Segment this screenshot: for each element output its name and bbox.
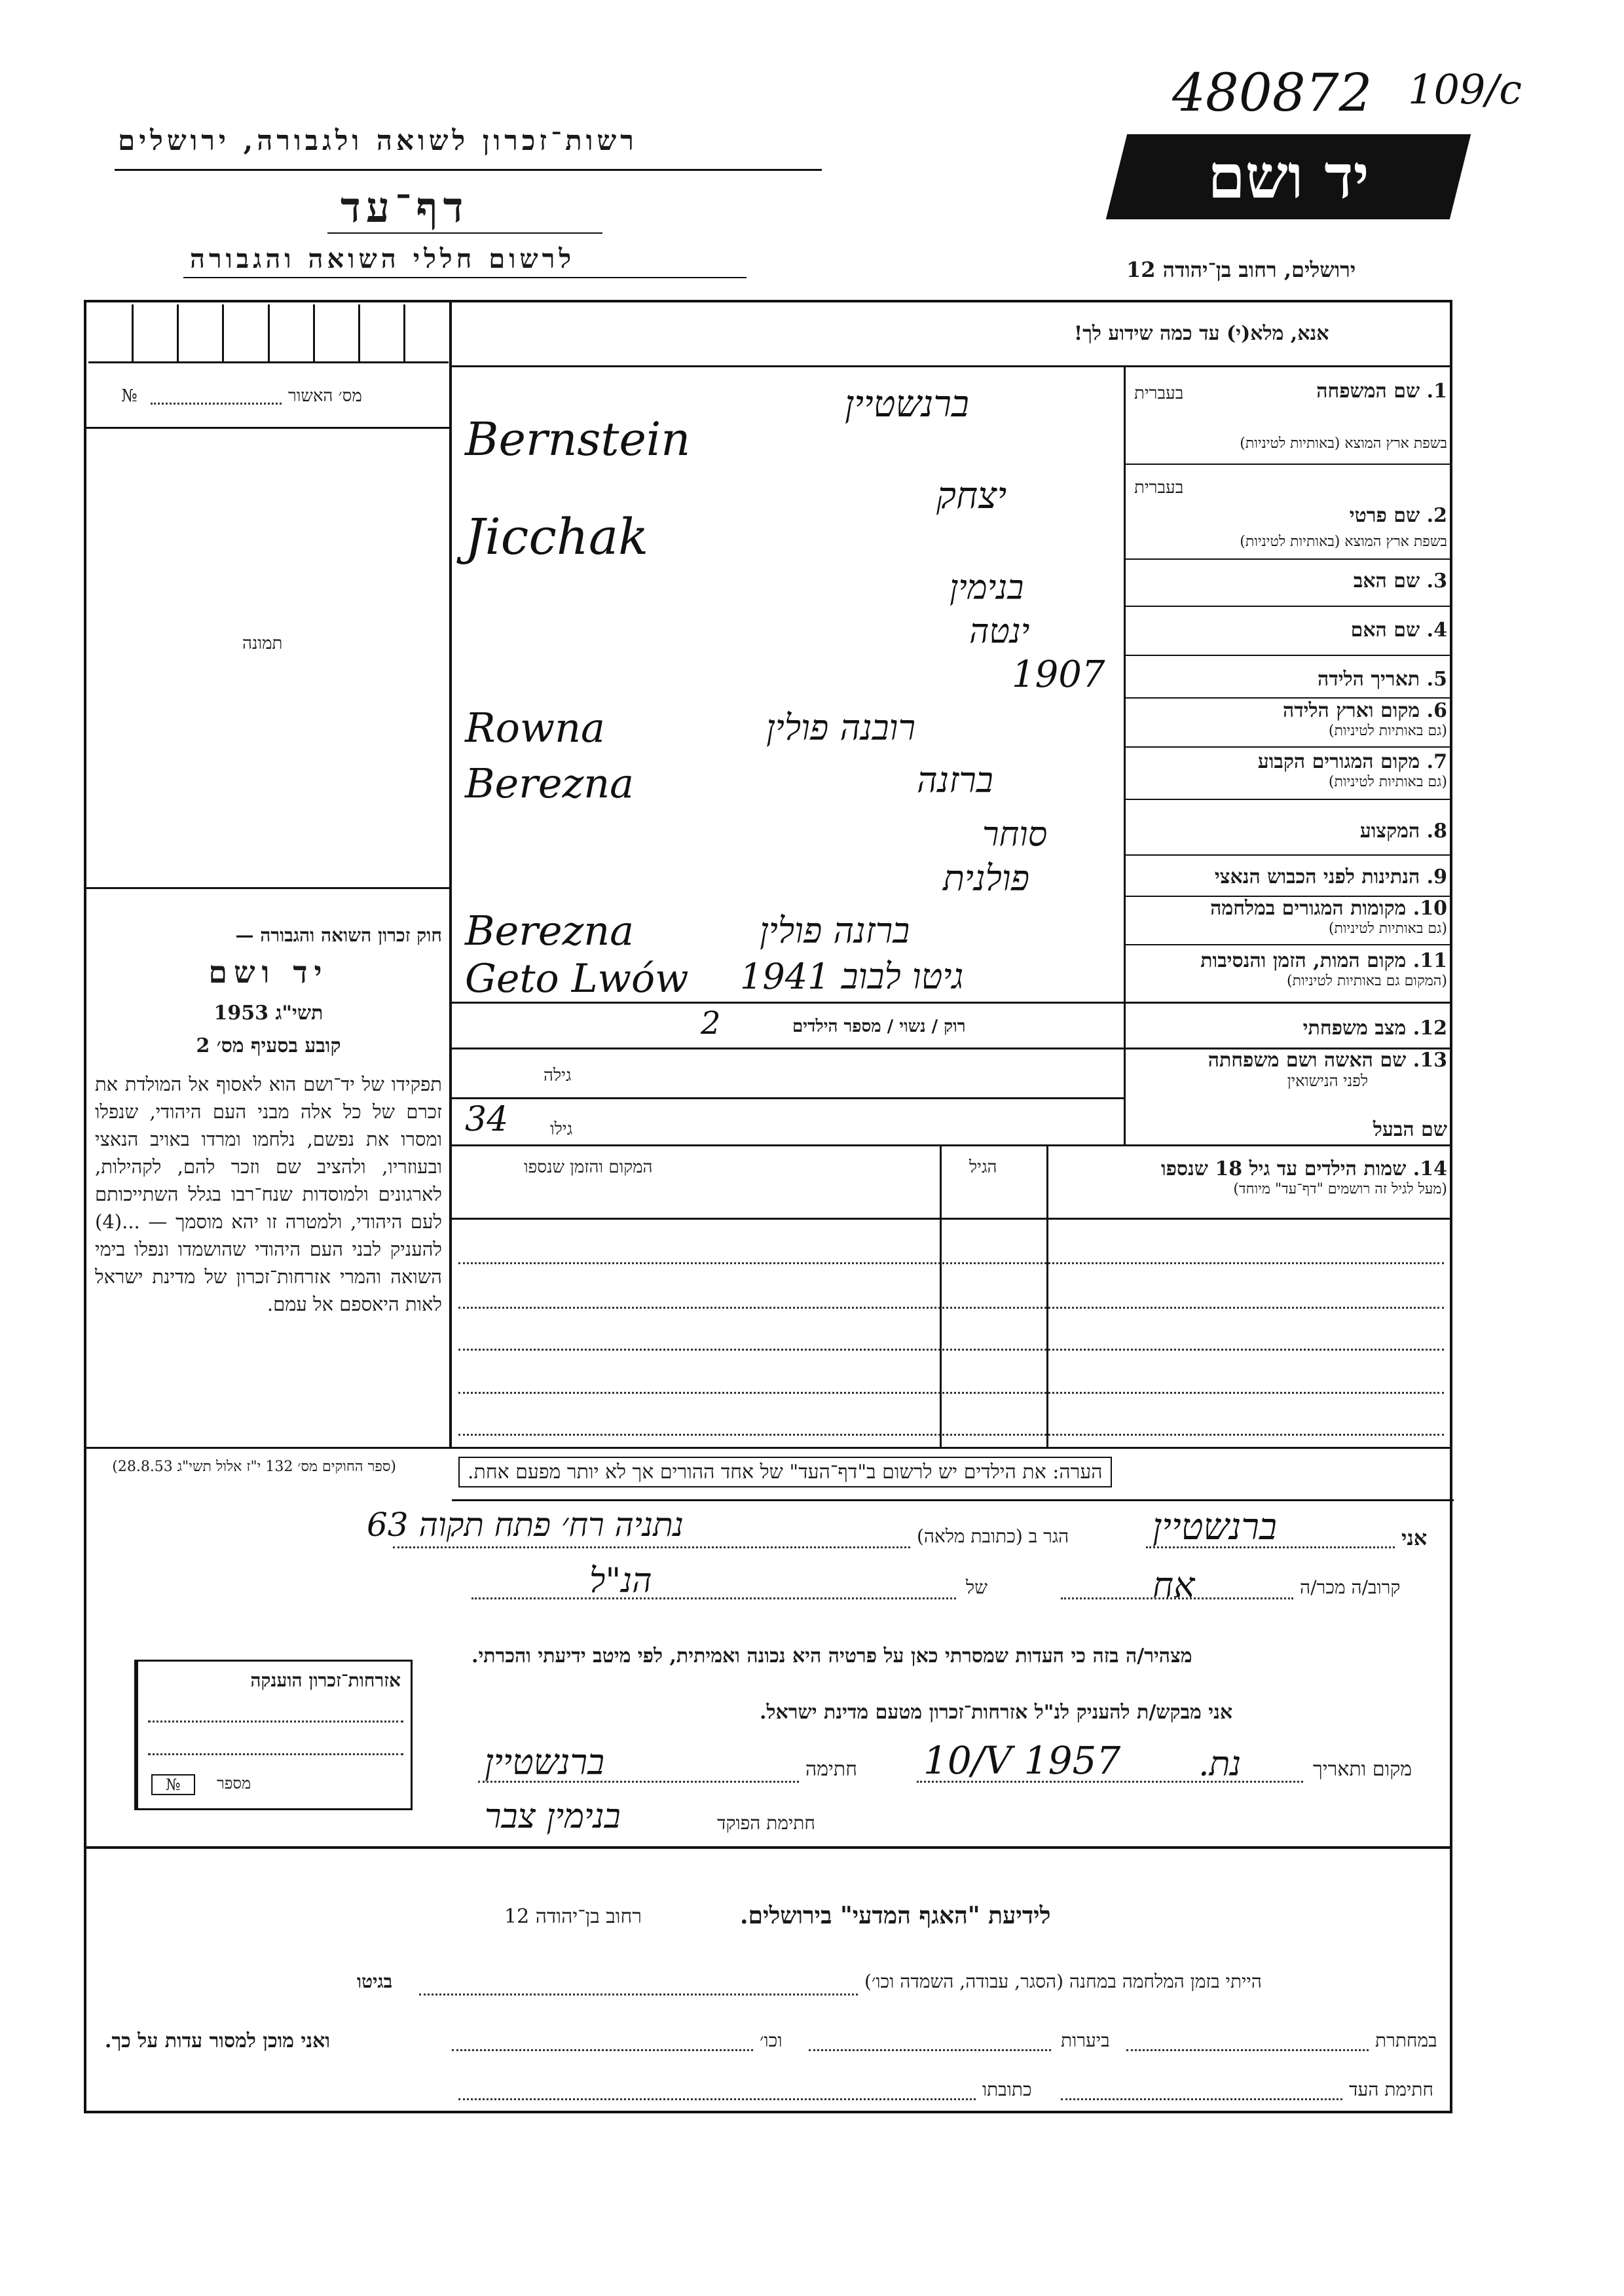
first-name-he-value: יצחק [936,475,1007,517]
citizenship-box: אזרחות־זכרון הוענקה מספר № [134,1660,413,1810]
officer-signature-label: חתימת הפוקד [717,1812,815,1834]
birth-place-he-value: רובנה פולין [766,707,916,748]
first-name-latin-value: Jicchak [465,507,649,566]
info-address: רחוב בן־יהודה 12 [504,1905,642,1928]
address: ירושלים, רחוב בן־יהודה 12 [1126,257,1356,282]
children-count-value: 2 [701,1005,721,1042]
law-year: תשי"ג 1953 [213,1002,323,1025]
field-husband-name: שם הבעל [1373,1118,1447,1141]
wartime-residence-he-value: ברזנה פולין [760,910,910,951]
officer-signature-value: בנימין צבר [485,1797,621,1836]
field-first-name: 2. שם פרטי בעברית בשפת ארץ המוצא (באותיות לטיניות) [1134,478,1447,550]
of-value: הנ"ל [589,1561,652,1601]
office-use-boxes [88,304,449,363]
info-witness-signature: חתימת העד [1349,2079,1433,2100]
org-line: רשות־זכרון לשואה ולגבורה, ירושלים [118,124,638,156]
witness-address-value: נתניה רח׳ פתח תקוה 63 [367,1506,684,1544]
law-title: חוק זכרון השואה והגבורה — [235,924,442,946]
field-profession: 8. המקצוע [1359,820,1447,843]
place-date-label: מקום ותאריך [1313,1758,1412,1781]
field-permanent-residence: 7. מקום המגורים הקבוע (גם באותיות לטיניות) [1257,750,1447,790]
birth-place-latin-value: Rowna [465,704,605,752]
field-wartime-residence: 10. מקומות המגורים במלחמה (גם באותיות לטיניות) [1210,897,1447,937]
info-line1-camp: הייתי בזמן המלחמה במחנה (הסגר, עבודה, השמדה וכו׳) [864,1971,1262,1992]
family-name-latin-value: Bernstein [465,412,691,466]
children-note: הערה: את הילדים יש לרשום ב"דף־העד" של אחד ההורים אך לא יותר מפעם אחת. [458,1457,1112,1487]
citizenship-request: אני מבקש/ת להעניק לנ"ל אזרחות־זכרון מטעם מדינת ישראל. [760,1701,1233,1724]
birth-date-value: 1907 [1012,653,1105,696]
wife-age-label: גילה [544,1066,572,1085]
law-source: (ספר החוקים מס׳ 132 י"ז אלול תשי"ג 28.8.53) [112,1459,396,1475]
photo-label: תמונה [242,634,283,653]
law-name: יד ושם [208,955,329,990]
profession-value: סוחר [982,815,1048,854]
field-family-name: 1. שם המשפחה בעברית בשפת ארץ המוצא (באותיות לטיניות) [1134,380,1447,452]
death-place-latin-value: Geto Lwów [465,956,689,1002]
death-place-he-value: גיטו לבוב 1941 [740,956,964,997]
approval-number-label: מס׳ האשור [288,386,362,406]
info-line2-forests: ביערות [1061,2030,1110,2051]
declaration-ani: אני [1401,1525,1428,1550]
marital-status-options: רוק / נשוי / מספר הילדים [792,1017,966,1036]
husband-age-label: גילו [550,1120,573,1139]
father-name-value: בנימין [950,568,1024,608]
children-header: 14. שמות הילדים עד גיל 18 שנספו (מעל לגיל זה רושמים "דף־עד" מיוחד) [1160,1157,1447,1197]
approval-number-sign: № [121,386,138,406]
yad-vashem-logo: יד ושם [1106,134,1471,219]
place-value: נת. [1198,1745,1242,1784]
info-line2-underground: במחתרת [1375,2030,1437,2051]
field-wife-name: 13. שם האשה ושם משפחתה לפני הנישואין [1208,1049,1447,1090]
handwritten-ref-number: 480872 [1172,62,1373,123]
field-father-name: 3. שם האב [1353,570,1447,592]
field-death-place: 11. מקום המות, הזמן והנסיבות (המקום גם באותיות לטיניות) [1200,949,1447,989]
document-subtitle: לרשום חללי השואה והגבורה [190,244,576,274]
relative-label: קרוב/ה מכר/ה [1300,1576,1401,1598]
wartime-residence-latin-value: Berezna [465,907,635,955]
signature-value: ברנשטיין [485,1741,605,1783]
info-line2-testimony: ואני מוכן למסור עדות על כך. [105,2030,331,2052]
children-age-col: הגיל [969,1157,997,1177]
signature-label: חתימה [805,1758,857,1781]
mother-name-value: ינטה [969,612,1030,651]
relation-value: אח [1153,1565,1195,1606]
residence-he-value: ברזנה [917,759,993,801]
law-text: תפקידו של יד־ושם הוא לאסוף אל המולדת את זכרם של כל אלה מבני העם היהודי, שנפלו ומסרו את נפשם, נלחמו ומרדו באויב הנאצי ובעוזריו, ולהציב שם וזכר להם, לקהילות, לארגונים ולמוסדות שנח־רבו בגלל השתייכותם לעם היהודי, ולמטרה זו יהא מוסמך — ...(4) להעניק לבני העם היהודי שהושמדו ונפלו בימי השואה והמרי אזרחות־זכרון של מדינת ישראל לאות היאספם אל עמם. [95,1073,442,1315]
family-name-he-value: ברנשטיין [845,383,969,426]
info-witness-address: כתובתו [982,2079,1032,2100]
children-place-col: המקום והזמן שנספו [524,1157,653,1177]
field-birth-place: 6. מקום וארץ הלידה (גם באותיות לטיניות) [1282,699,1447,739]
citizenship-value: פולנית [943,858,1030,899]
field-citizenship: 9. הנתינות לפני הכבוש הנאצי [1214,866,1447,888]
document-title: דף־עד [341,183,469,232]
law-clause: קובע בסעיף מס׳ 2 [196,1034,341,1057]
field-marital-status: 12. מצב משפחתי [1302,1017,1447,1040]
husband-age-value: 34 [465,1100,509,1139]
field-mother-name: 4. שם האם [1350,619,1447,642]
residence-latin-value: Berezna [465,759,635,807]
info-line2-etc: וכו׳ [760,2030,783,2051]
of-label: של [966,1576,987,1598]
field-birth-date: 5. תאריך הלידה [1318,668,1447,691]
declaration-statement: מצהיר/ה בזה כי העדות שמסרתי כאן על פרטיה היא נכונה ואמיתית, לפי מיטב ידיעתי והכרתי. [471,1645,1192,1667]
info-line1-ghetto: בגיטו [357,1971,393,1992]
handwritten-ref-number-2: 109/c [1408,65,1522,113]
date-value: 10/V 1957 [923,1738,1121,1783]
residing-label: הגר ב (כתובת מלאה) [917,1525,1069,1547]
witness-name-value: ברנשטיין [1153,1506,1277,1548]
info-title: לידיעת "האגף המדעי" בירושלים. [740,1902,1051,1929]
fill-instruction: אנא, מלא(י) עד כמה שידוע לך! [1074,322,1329,345]
